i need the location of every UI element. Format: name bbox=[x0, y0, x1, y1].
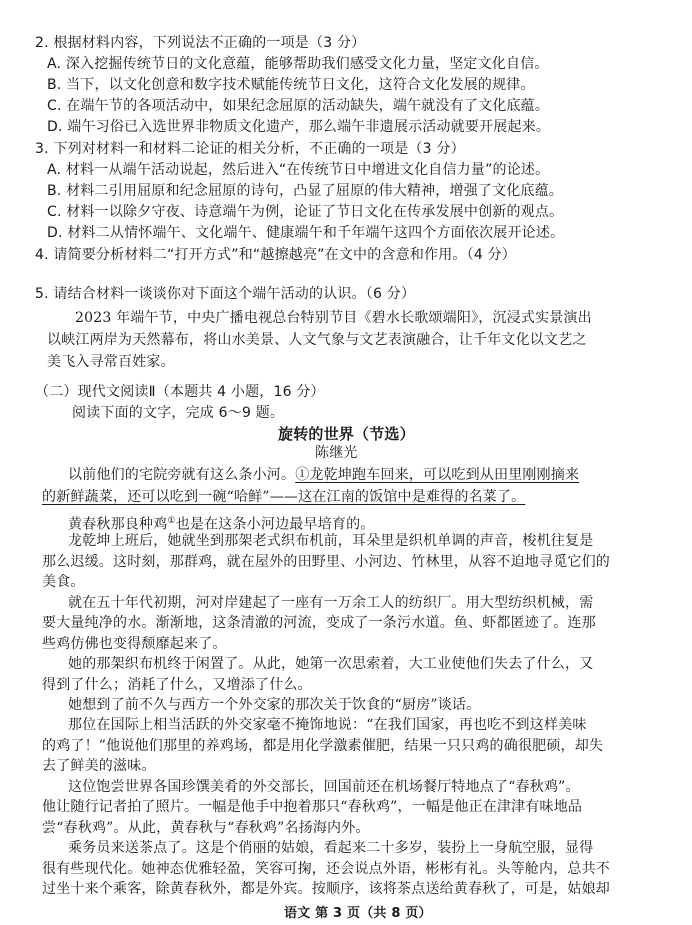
passage-paragraph-7-line-3: 去了鲜美的滋味。 bbox=[42, 758, 156, 774]
question-5-stem: 5. 请结合材料一谈谈你对下面这个端午活动的认识。（6 分） bbox=[35, 286, 416, 302]
passage-paragraph-1-line-2: 的新鲜蔬菜，还可以吃到一碗“哈鲜”——这在江南的饭馆中是难得的名菜了。 bbox=[42, 489, 526, 505]
passage-paragraph-3-line-2: 那么迟缓。这时刻，那群鸡，就在屋外的田野里、小河边、竹林里，从容不迫地寻觅它们的 bbox=[42, 554, 610, 570]
footnote-marker: ① bbox=[167, 516, 176, 526]
passage-paragraph-4-line-3: 些鸡仿佛也变得颓靡起来了。 bbox=[42, 636, 227, 652]
passage-paragraph-8-line-2: 他让随行记者拍了照片。一幅是他手中抱着那只“春秋鸡”，一幅是他正在津津有味地品 bbox=[42, 799, 583, 815]
question-2-option-d: D. 端午习俗已入选世界非物质文化遗产，那么端午非遗展示活动就要开展起来。 bbox=[47, 119, 551, 135]
question-2-stem: 2. 根据材料内容，下列说法不正确的一项是（3 分） bbox=[35, 35, 366, 51]
passage-paragraph-8-line-1: 这位饱尝世界各国珍馔美肴的外交部长，回国前还在机场餐厅特地点了“春秋鸡”。 bbox=[68, 779, 580, 795]
passage-paragraph-8-line-3: 尝“春秋鸡”。从此，黄春秋与“春秋鸡”名扬海内外。 bbox=[42, 820, 370, 836]
passage-p1-text: 以前他们的宅院旁就有这么条小河。 bbox=[68, 467, 296, 483]
question-3-option-c: C. 材料一以除夕守夜、诗意端午为例，论证了节日文化在传承发展中创新的观点。 bbox=[47, 204, 564, 220]
question-2-option-c: C. 在端午节的各项活动中，如果纪念屈原的活动缺失，端午就没有了文化底蕴。 bbox=[47, 98, 550, 114]
section-instructions: 阅读下面的文字，完成 6～9 题。 bbox=[72, 405, 285, 421]
passage-paragraph-4-line-2: 要大量纯净的水。渐渐地，这条清澈的河流，变成了一条污水道。鱼、虾都匿迹了。连那 bbox=[42, 615, 596, 631]
passage-paragraph-9-line-1: 乘务员来送茶点了。这是个俏丽的姑娘，看起来二十多岁，装扮上一身航空服，显得 bbox=[68, 840, 594, 856]
passage-underlined-sentence-1: ①龙乾坤跑车回来，可以吃到从田里刚刚摘来 bbox=[295, 467, 580, 483]
passage-paragraph-4-line-1: 就在五十年代初期，河对岸建起了一座有一万余工人的纺织厂。用大型纺织机械，需 bbox=[68, 595, 594, 611]
passage-p2-text-a: 黄春秋那良种鸡 bbox=[68, 516, 168, 533]
passage-title: 旋转的世界（节选） bbox=[278, 425, 415, 443]
question-4: 4. 请简要分析材料二“打开方式”和“越擦越亮”在文中的含意和作用。（4 分） bbox=[35, 247, 516, 263]
passage-p2-text-b: 也是在这条小河边最早培育的。 bbox=[175, 516, 375, 533]
passage-paragraph-5-line-1: 她的那架织布机终于闲置了。从此，她第一次思索着，大工业使他们失去了什么，又 bbox=[68, 656, 594, 672]
passage-paragraph-9-line-3: 过坐十来个乘客，除黄春秋外，都是外宾。按顺序，该将茶点送给黄春秋了，可是，姑娘却 bbox=[42, 881, 610, 897]
question-3-stem: 3. 下列对材料一和材料二论证的相关分析，不正确的一项是（3 分） bbox=[35, 141, 465, 157]
passage-paragraph-7-line-2: 的鸡了！”他说他们那里的养鸡场，都是用化学激素催肥，结果一只只鸡的确很肥硕，却失 bbox=[42, 738, 604, 754]
passage-author: 陈继光 bbox=[315, 445, 358, 461]
page-footer: 语文 第 3 页（共 8 页） bbox=[278, 905, 438, 923]
question-5-material-line-1: 2023 年端午节，中央广播电视总台特别节目《碧水长歌颂端阳》，沉浸式实景演出 bbox=[75, 310, 592, 326]
passage-paragraph-1-line-1 bbox=[68, 466, 579, 484]
question-2-option-a: A. 深入挖掘传统节日的文化意蕴，能够帮助我们感受文化力量，坚定文化自信。 bbox=[47, 56, 549, 72]
passage-paragraph-5-line-2: 得到了什么；消耗了什么，又增添了什么。 bbox=[42, 677, 312, 693]
question-5-material-line-3: 美飞入寻常百姓家。 bbox=[47, 354, 175, 370]
question-3-option-b: B. 材料二引用屈原和纪念屈原的诗句，凸显了屈原的伟大精神，增强了文化底蕴。 bbox=[47, 183, 564, 199]
passage-paragraph-9-line-2: 很有些现代化。她神态优雅轻盈，笑容可掬，还会说点外语，彬彬有礼。头等舱内，总共不 bbox=[42, 861, 610, 877]
passage-paragraph-3-line-3: 美食。 bbox=[42, 574, 85, 590]
question-2-option-b: B. 当下，以文化创意和数字技术赋能传统节日文化，这符合文化发展的规律。 bbox=[47, 77, 535, 93]
question-3-option-a: A. 材料一从端午活动说起，然后进入“在传统节日中增进文化自信力量”的论述。 bbox=[47, 162, 550, 178]
section-heading: （二）现代文阅读Ⅱ（本题共 4 小题，16 分） bbox=[35, 384, 325, 400]
question-5-material-line-2: 以峡江两岸为天然幕布，将山水美景、人文气象与文艺表演融合，让千年文化以文艺之 bbox=[47, 332, 587, 348]
passage-paragraph-6: 她想到了前不久与西方一个外交家的那次关于饮食的“厨房”谈话。 bbox=[68, 697, 481, 713]
passage-paragraph-7-line-1: 那位在国际上相当活跃的外交家毫不掩饰地说：“在我们国家，再也吃不到这样美味 bbox=[68, 717, 587, 733]
passage-paragraph-2 bbox=[68, 512, 375, 534]
passage-paragraph-3-line-1: 龙乾坤上班后，她就坐到那架老式织布机前，耳朵里是织机单调的声音，梭机往复是 bbox=[68, 533, 594, 549]
question-3-option-d: D. 材料二从情怀端午、文化端午、健康端午和千年端午这四个方面依次展开论述。 bbox=[47, 225, 565, 241]
